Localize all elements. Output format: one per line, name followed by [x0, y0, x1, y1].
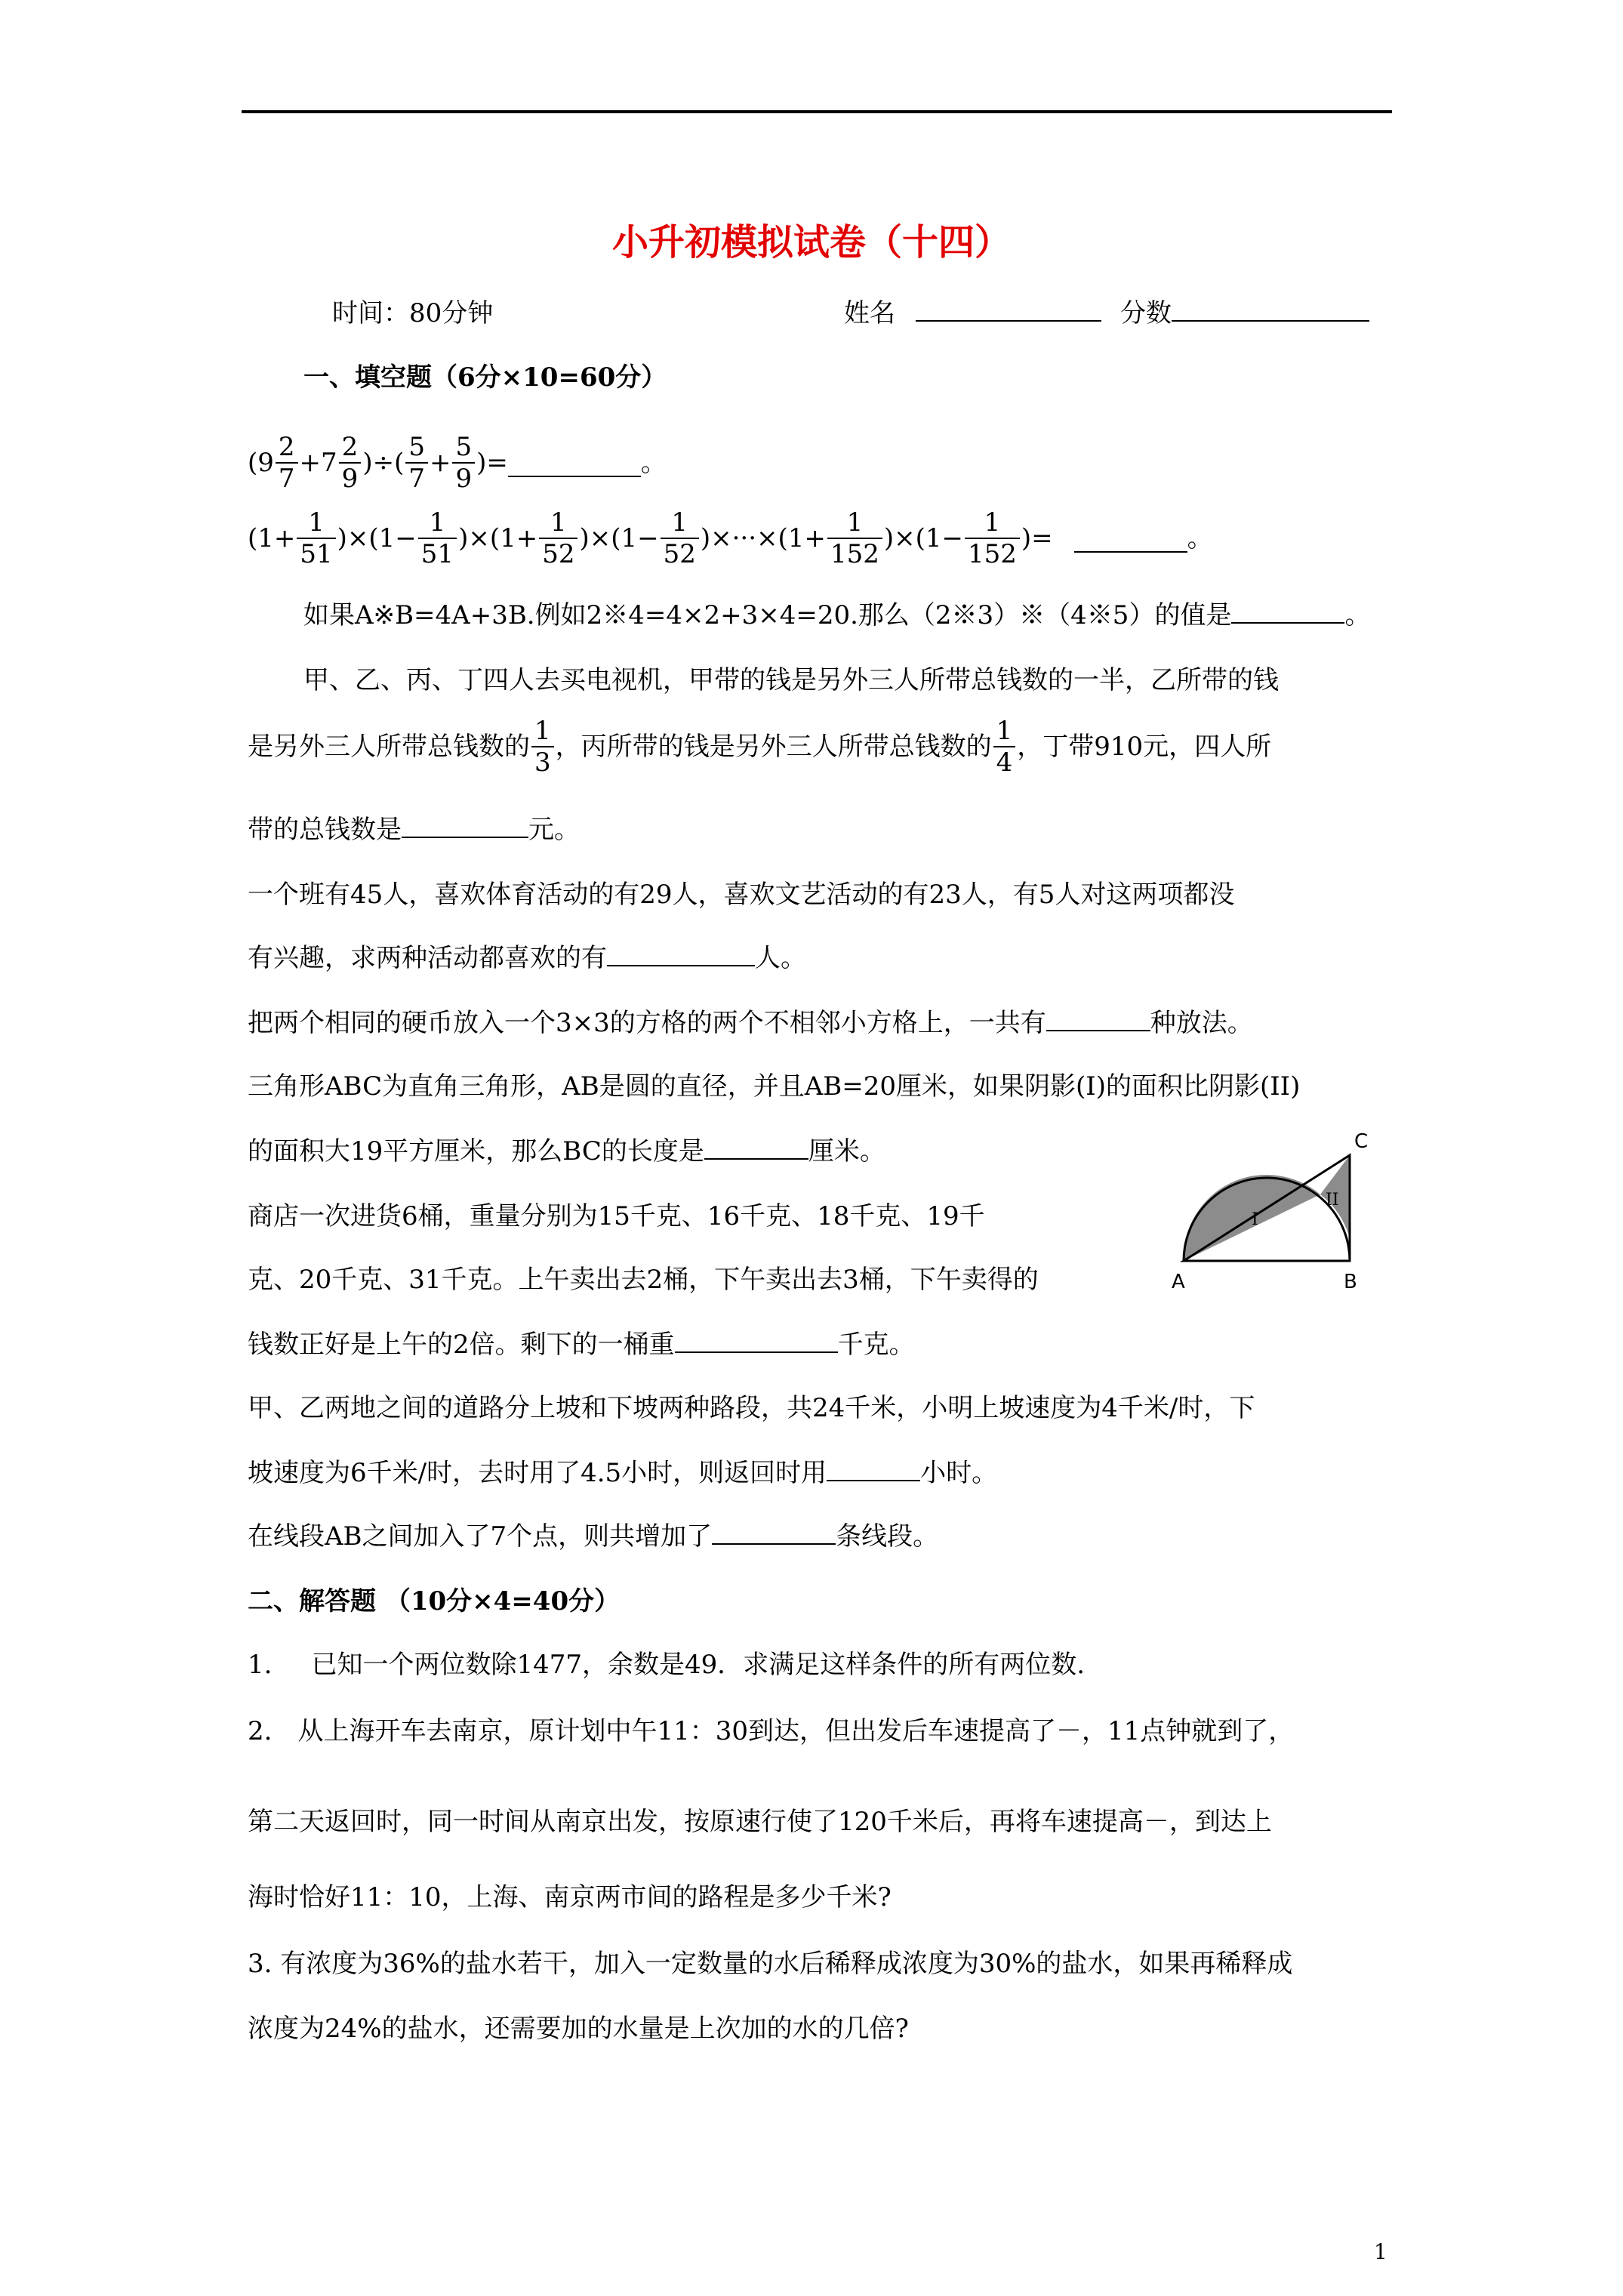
q10-text: 在线段AB之间加入了7个点，则共增加了 条线段。	[248, 1521, 939, 1552]
q8-line2: 克、20千克、31千克。上午卖出去2桶，下午卖出去3桶，下午卖得的	[248, 1265, 1039, 1295]
score-label: 分数	[1120, 296, 1369, 331]
s2-q1: 1. 已知一个两位数除1477，余数是49．求满足这样条件的所有两位数.	[248, 1650, 1086, 1680]
section2-heading: 二、解答题 （10分×4=40分）	[248, 1586, 621, 1616]
label-i: I	[1252, 1210, 1258, 1229]
q5-line1: 一个班有45人，喜欢体育活动的有29人，喜欢文艺活动的有23人，有5人对这两项都没	[248, 880, 1235, 910]
q8-answer-blank[interactable]	[675, 1329, 838, 1353]
q8-line3: 钱数正好是上午的2倍。剩下的一桶重 千克。	[248, 1330, 915, 1360]
q7-line2: 的面积大19平方厘米，那么BC的长度是 厘米。	[248, 1136, 885, 1166]
q7-answer-blank[interactable]	[704, 1136, 808, 1160]
q4-answer-blank[interactable]	[402, 814, 528, 838]
s2-q3-line2: 浓度为24%的盐水，还需要加的水量是上次加的水的几倍?	[248, 2014, 909, 2044]
name-field[interactable]	[916, 297, 1101, 322]
q6-text: 把两个相同的硬币放入一个3×3的方格的两个不相邻小方格上，一共有 种放法。	[248, 1008, 1253, 1038]
q4-line1: 甲、乙、丙、丁四人去买电视机，甲带的钱是另外三人所带总钱数的一半，乙所带的钱	[303, 665, 1279, 695]
q8-line1: 商店一次进货6桶，重量分别为15千克、16千克、18千克、19千	[248, 1201, 985, 1231]
q7-line1: 三角形ABC为直角三角形，AB是圆的直径，并且AB=20厘米，如果阴影(I)的面积比阴影(II)	[248, 1071, 1301, 1102]
s2-q2-line1: 2. 从上海开车去南京，原计划中午11：30到达，但出发后车速提高了－，11点钟就到了，	[248, 1716, 1295, 1746]
right-triangle-semicircle-figure	[1169, 1125, 1380, 1299]
q1-expression: (9 $\frac{2}{7}$ +7 $\frac{2}{9}$ )÷( $\frac{5}{7}$ + $\frac{5}{9}$ )= 。	[248, 432, 667, 494]
q4-line2: 是另外三人所带总钱数的 $\frac{1}{3}$ ，丙所带的钱是另外三人所带总钱数的 $\frac{1}{4}$ ，丁带910元，四人所	[248, 716, 1272, 778]
header-rule	[242, 110, 1392, 113]
q1-answer-blank[interactable]	[508, 458, 641, 477]
label-b: B	[1344, 1271, 1357, 1293]
section1-heading: 一、填空题（6分×10=60分）	[303, 362, 667, 393]
q9-line2: 坡速度为6千米/时，去时用了4.5小时，则返回时用 小时。	[248, 1458, 998, 1488]
label-c: C	[1354, 1130, 1369, 1153]
q3-text: 如果A※B=4A+3B.例如2※4=4×2+3×4=20.那么（2※3）※（4※5）的值是 。	[303, 600, 1371, 630]
label-ii: II	[1326, 1191, 1339, 1210]
label-a: A	[1172, 1271, 1185, 1293]
q5-answer-blank[interactable]	[607, 942, 755, 966]
q3-answer-blank[interactable]	[1231, 599, 1344, 624]
q4-line3: 带的总钱数是 元。	[248, 815, 580, 845]
q6-answer-blank[interactable]	[1046, 1007, 1150, 1031]
q9-line1: 甲、乙两地之间的道路分上坡和下坡两种路段，共24千米，小明上坡速度为4千米/时，下	[248, 1393, 1255, 1423]
s2-q2-line2: 第二天返回时，同一时间从南京出发，按原速行使了120千米后，再将车速提高－，到达上	[248, 1807, 1272, 1837]
score-field[interactable]	[1172, 297, 1369, 322]
q2-answer-blank[interactable]	[1074, 533, 1187, 553]
q2-expression: (1+ $\frac{1}{51}$ )×(1− $\frac{1}{51}$ )×(1+ $\frac{1}{52}$ )×(1− $\frac{1}{52}$ )×···×(1+ $\frac{1}{152}$ )×(1− $\frac{1}{152}$ )= 。	[248, 507, 1213, 569]
q5-line2: 有兴趣，求两种活动都喜欢的有 人。	[248, 943, 806, 973]
q9-answer-blank[interactable]	[827, 1457, 920, 1481]
page-title: 小升初模拟试卷（十四）	[611, 221, 1011, 264]
q10-answer-blank[interactable]	[712, 1521, 836, 1545]
page-number: 1	[1374, 2239, 1387, 2264]
time-label: 时间：80分钟	[332, 298, 494, 328]
s2-q3-line1: 3. 有浓度为36%的盐水若干，加入一定数量的水后稀释成浓度为30%的盐水，如果再稀释成	[248, 1949, 1293, 1979]
s2-q2-line3: 海时恰好11：10，上海、南京两市间的路程是多少千米?	[248, 1882, 892, 1912]
name-label: 姓名	[844, 296, 1101, 331]
